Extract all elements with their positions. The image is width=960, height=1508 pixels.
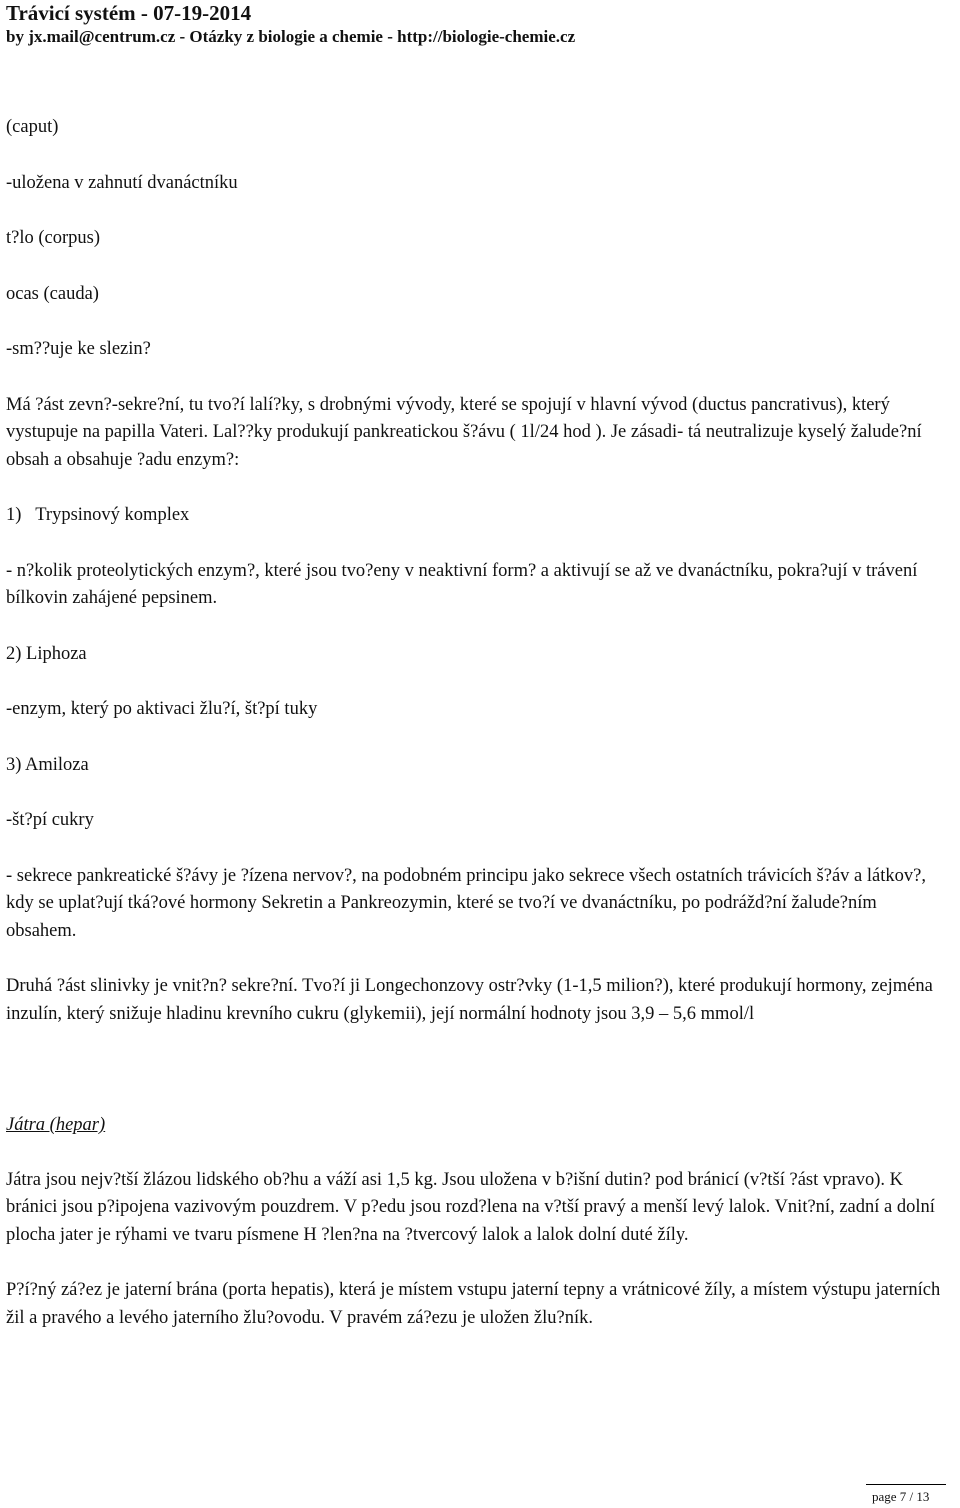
paragraph-secretion: - sekrece pankreatické š?ávy je ?ízena nervov?, na podobném principu jako sekrece všech ostatních trávicích š?áv a látkov?, kdy se uplat?ují tká?ové hormony Sekretin a Pankreozymin, které se tvo?í ve dvanáctníku, po podrážd?ní žalude?ním obsahem. xyxy=(6,865,926,941)
section-heading-jatra: Játra (hepar) xyxy=(6,1115,106,1135)
paragraph-smeruje: -sm??uje ke slezin? xyxy=(6,339,151,359)
footer-divider xyxy=(866,1484,946,1485)
list-item-liphoza: 2) Liphoza xyxy=(6,643,87,664)
paragraph-ocas: ocas (cauda) xyxy=(6,283,99,304)
paragraph-caput: (caput) xyxy=(6,117,59,137)
page-header xyxy=(6,0,575,48)
paragraph-endocrine: Druhá ?ást slinivky je vnit?n? sekre?ní. Tvo?í ji Longechonzovy ostr?vky (1-1,5 milion?), které produkují hormony, zejména inzulín, který snižuje hladinu krevního cukru (glykemii), její normální hodnoty jsou 3,9 – 5,6 mmol/l xyxy=(6,976,933,1024)
list-item-amiloza: 3) Amiloza xyxy=(6,754,89,775)
paragraph-trypsin-desc: - n?kolik proteolytických enzym?, které jsou tvo?eny v neaktivní form? a aktivují se až ve dvanáctníku, pokra?ují v trávení bílkovin zahájené pepsinem. xyxy=(6,560,918,608)
document-title: Trávicí systém - 07-19-2014 xyxy=(6,1,252,25)
paragraph-telo: t?lo (corpus) xyxy=(6,228,101,248)
list-item-trypsin: 1) Trypsinový komplex xyxy=(6,505,190,525)
paragraph-liphoza-desc: -enzym, který po aktivaci žlu?í, št?pí tuky xyxy=(6,699,318,719)
document-byline: by jx.mail@centrum.cz - Otázky z biologie a chemie - http://biologie-chemie.cz xyxy=(6,27,576,46)
paragraph-jatra-porta: P?í?ný zá?ez je jaterní brána (porta hepatis), která je místem vstupu jaterní tepny a vrátnicové žíly, a místem výstupu jaterních žil a pravého a levého jaterního žlu?ovodu. V pravém zá?ezu je uložen žlu?ník. xyxy=(6,1280,941,1328)
paragraph-jatra-description: Játra jsou nejv?tší žlázou lidského ob?hu a váží asi 1,5 kg. Jsou uložena v b?išní dutin? pod bránicí (v?tší ?ást vpravo). K bránici jsou p?ipojena vazivovým pouzdrem. V p?edu jsou rozd?lena na v?tší pravý a menší levý lalok. Vnit?ní, zadní a dolní plocha jater je rýhami ve tvaru písmene H ?len?na na ?tvercový lalok a lalok dolní duté žíly. xyxy=(6,1169,935,1245)
paragraph-ulozena: -uložena v zahnutí dvanáctníku xyxy=(6,172,238,193)
paragraph-amiloza-desc: -št?pí cukry xyxy=(6,810,94,830)
page-number: page 7 / 13 xyxy=(872,1489,930,1504)
document-body xyxy=(6,114,946,1360)
paragraph-exocrine: Má ?ást zevn?-sekre?ní, tu tvo?í lalí?ky, s drobnými vývody, které se spojují v hlavní vývod (ductus pancrativus), který vystupuje na papilla Vateri. Lal??ky produkují pankreatickou š?ávu ( 1l/24 hod ). Je zásadi- tá neutralizuje kyselý žalude?ní obsah a obsahuje ?adu enzym?: xyxy=(6,394,922,470)
